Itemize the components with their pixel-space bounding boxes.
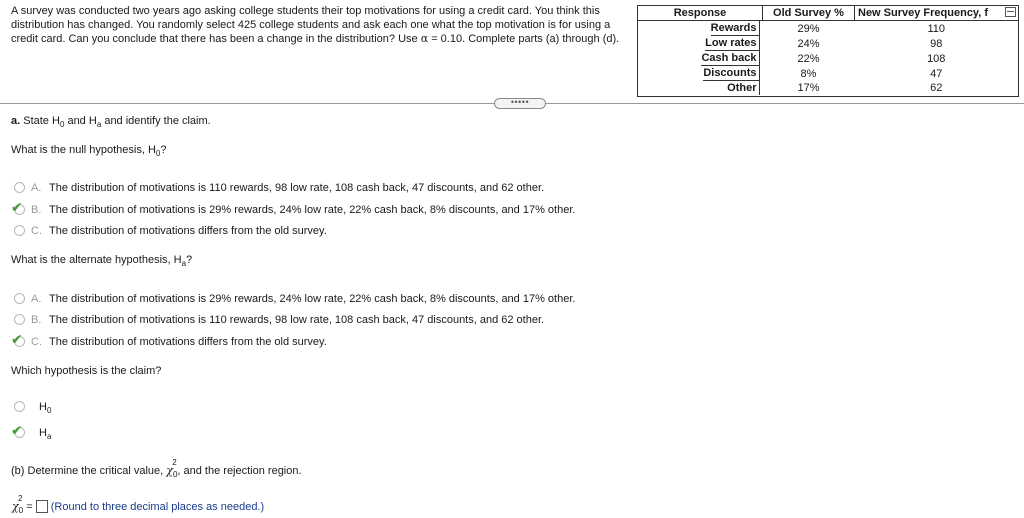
response-cell: Discounts <box>703 66 759 81</box>
radio-button[interactable] <box>14 293 25 304</box>
chi-letter: χ <box>12 500 19 513</box>
survey-table <box>637 5 1019 97</box>
null-hypothesis-question <box>11 143 166 161</box>
subscript-0: 0 <box>59 120 65 129</box>
option-text: The distribution of motivations is 110 rewards, 98 low rate, 108 cash back, 47 discounts, and 62 other. <box>49 314 545 326</box>
checkmark-icon: ✔ <box>11 199 23 215</box>
part-a-label: a. <box>11 115 21 127</box>
header-new-survey: New Survey Frequency, f <box>855 6 1019 21</box>
subscript-0: 0 <box>155 149 161 158</box>
table-row <box>638 66 1019 81</box>
option-letter: C. <box>31 336 42 348</box>
question-mark: ? <box>186 254 193 266</box>
radio-button[interactable] <box>14 225 25 236</box>
option-letter: C. <box>31 225 42 237</box>
radio-button[interactable] <box>14 401 25 412</box>
old-percent-cell: 8% <box>800 67 817 80</box>
subscript-0: 0 <box>172 470 178 479</box>
part-b-text: (b) Determine the critical value, <box>11 465 167 477</box>
old-percent-cell: 24% <box>797 37 820 50</box>
response-cell: Other <box>727 81 759 95</box>
part-b-prompt <box>11 458 302 482</box>
option-text: The distribution of motivations is 29% rewards, 24% low rate, 22% cash back, 8% discounts, and 17% other. <box>49 293 576 305</box>
part-a-title-text: and H <box>64 115 97 127</box>
superscript-2: 2 <box>18 494 23 503</box>
chi-square-symbol <box>12 494 24 518</box>
problem-text-end: = 0.10. Complete parts (a) through (d). <box>428 33 620 45</box>
option-text: The distribution of motivations differs from the old survey. <box>49 336 327 348</box>
option-letter: A. <box>31 182 42 194</box>
table-row <box>638 81 1019 96</box>
old-percent-cell: 22% <box>797 52 820 65</box>
header-old-survey: Old Survey % <box>763 6 855 21</box>
checkmark-icon: ✔ <box>11 422 23 438</box>
claim-question: Which hypothesis is the claim? <box>11 365 162 377</box>
alpha-symbol: α <box>420 32 429 45</box>
superscript-2: 2 <box>172 458 177 467</box>
equals-sign: = <box>26 501 33 513</box>
question-text: What is the alternate hypothesis, H <box>11 254 182 266</box>
subscript-0: 0 <box>18 506 24 515</box>
part-a-title-text: State H <box>20 115 60 127</box>
option-letter: B. <box>31 204 42 216</box>
option-text: H <box>39 427 47 439</box>
alternate-hypothesis-question <box>11 253 192 271</box>
radio-button[interactable] <box>14 182 25 193</box>
option-text: H <box>39 401 47 413</box>
problem-text: A survey was conducted two years ago asking college students their top motivations for using a credit card. You think this distribution has changed. You randomly select 425 college students and ask each one what the top motivation is for using a credit card. Can you conclude that there has been a change in the distribution? Use <box>11 5 611 45</box>
subscript-a: a <box>96 120 102 129</box>
old-percent-cell: 17% <box>797 82 820 95</box>
subscript-a: a <box>46 432 52 441</box>
option-letter: B. <box>31 314 42 326</box>
question-text: What is the null hypothesis, H <box>11 144 156 156</box>
option-letter: A. <box>31 293 42 305</box>
new-frequency-cell: 98 <box>930 37 943 50</box>
part-a-title <box>11 114 211 132</box>
table-row <box>638 51 1019 66</box>
response-cell: Rewards <box>711 21 760 36</box>
new-frequency-cell: 108 <box>927 52 946 65</box>
critical-value-input[interactable] <box>36 500 48 513</box>
copy-table-icon[interactable] <box>1005 7 1016 17</box>
problem-statement <box>11 4 631 46</box>
new-frequency-cell: 62 <box>930 82 943 95</box>
critical-value-answer-row <box>12 494 265 518</box>
question-mark: ? <box>160 144 167 156</box>
table-row <box>638 36 1019 51</box>
checkmark-icon: ✔ <box>11 331 23 347</box>
chi-square-symbol <box>166 458 178 482</box>
part-b-text-end: , and the rejection region. <box>177 465 302 477</box>
subscript-a: a <box>181 259 187 268</box>
old-percent-cell: 29% <box>797 22 820 35</box>
new-frequency-cell: 47 <box>930 67 943 80</box>
response-cell: Cash back <box>701 51 759 66</box>
table-row <box>638 21 1019 37</box>
radio-button[interactable] <box>14 314 25 325</box>
option-text: The distribution of motivations is 29% rewards, 24% low rate, 22% cash back, 8% discounts, and 17% other. <box>49 204 576 216</box>
response-cell: Low rates <box>705 36 759 51</box>
chi-letter: χ <box>166 464 173 477</box>
expand-collapse-button[interactable]: ••••• <box>494 98 546 109</box>
header-response: Response <box>638 6 763 21</box>
subscript-0: 0 <box>46 406 52 415</box>
option-text: The distribution of motivations is 110 rewards, 98 low rate, 108 cash back, 47 discounts, and 62 other. <box>49 182 545 194</box>
rounding-hint: (Round to three decimal places as needed.) <box>50 501 265 513</box>
part-a-title-text: and identify the claim. <box>101 115 211 127</box>
option-text: The distribution of motivations differs from the old survey. <box>49 225 327 237</box>
new-frequency-cell: 110 <box>927 22 946 35</box>
